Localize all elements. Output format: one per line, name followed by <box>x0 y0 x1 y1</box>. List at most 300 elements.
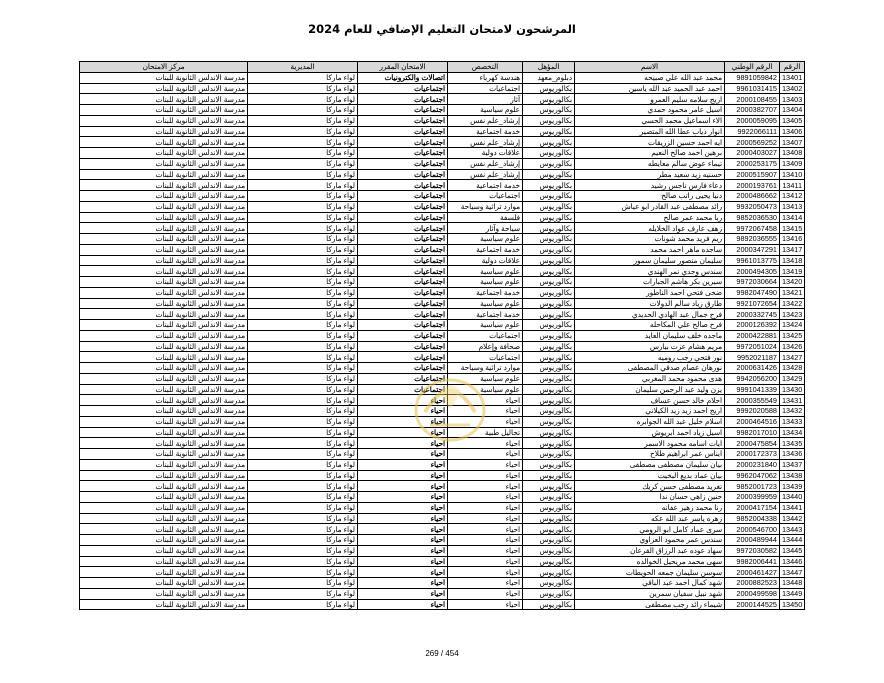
qualification-cell: بكالوريوس <box>523 320 575 331</box>
qualification-cell: بكالوريوس <box>523 373 575 384</box>
national-id-cell: 2000355549 <box>725 395 780 406</box>
exam-center-cell: مدرسة الاندلس الثانوية للبنات <box>80 277 248 288</box>
directorate-cell: لواء ماركا <box>248 191 358 202</box>
table-row <box>80 395 805 406</box>
directorate-cell: لواء ماركا <box>248 255 358 266</box>
specialty-cell: احياء <box>448 535 523 546</box>
qualification-cell: بكالوريوس <box>523 287 575 298</box>
directorate-cell: لواء ماركا <box>248 126 358 137</box>
row-number-cell: 13446 <box>780 556 805 567</box>
national-id-cell: 2000108455 <box>725 94 780 105</box>
qualification-cell: بكالوريوس <box>523 492 575 503</box>
specialty-cell: احياء <box>448 470 523 481</box>
table-row <box>80 180 805 191</box>
row-number-cell: 13409 <box>780 158 805 169</box>
specialty-cell: علوم سياسية <box>448 234 523 245</box>
table-row <box>80 126 805 137</box>
specialty-cell: علوم سياسية <box>448 384 523 395</box>
candidate-name-cell: ايناس عمر ابراهيم طلاح <box>575 449 725 460</box>
specialty-cell: علوم سياسية <box>448 266 523 277</box>
exam-subject-cell: اجتماعيات <box>358 320 448 331</box>
exam-subject-cell: احياء <box>358 492 448 503</box>
row-number-cell: 13433 <box>780 416 805 427</box>
exam-center-cell: مدرسة الاندلس الثانوية للبنات <box>80 83 248 94</box>
qualification-cell: بكالوريوس <box>523 169 575 180</box>
specialty-cell: احياء <box>448 567 523 578</box>
exam-subject-cell: اجتماعيات <box>358 234 448 245</box>
national-id-cell: 9972030664 <box>725 277 780 288</box>
national-id-cell: 2000382707 <box>725 105 780 116</box>
header-directorate: المديرية <box>248 62 358 73</box>
directorate-cell: لواء ماركا <box>248 373 358 384</box>
candidate-name-cell: محمد عبد الله علي صبيحه <box>575 72 725 83</box>
national-id-cell: 9961031415 <box>725 83 780 94</box>
qualification-cell: بكالوريوس <box>523 298 575 309</box>
page-title: المرشحون لامتحان التعليم الإضافي للعام 2024 <box>308 22 576 36</box>
exam-center-cell: مدرسة الاندلس الثانوية للبنات <box>80 567 248 578</box>
exam-subject-cell: اجتماعيات <box>358 363 448 374</box>
specialty-cell: احياء <box>448 578 523 589</box>
exam-center-cell: مدرسة الاندلس الثانوية للبنات <box>80 201 248 212</box>
exam-center-cell: مدرسة الاندلس الثانوية للبنات <box>80 524 248 535</box>
exam-subject-cell: اجتماعيات <box>358 352 448 363</box>
candidate-name-cell: ضحى فتحي احمد الناطور <box>575 287 725 298</box>
exam-center-cell: مدرسة الاندلس الثانوية للبنات <box>80 502 248 513</box>
national-id-cell: 9972067458 <box>725 223 780 234</box>
directorate-cell: لواء ماركا <box>248 449 358 460</box>
exam-subject-cell: اجتماعيات <box>358 223 448 234</box>
row-number-cell: 13434 <box>780 427 805 438</box>
table-row <box>80 191 805 202</box>
national-id-cell: 2000399959 <box>725 492 780 503</box>
qualification-cell: بكالوريوس <box>523 395 575 406</box>
row-number-cell: 13422 <box>780 298 805 309</box>
table-row <box>80 72 805 83</box>
specialty-cell: آثار <box>448 94 523 105</box>
qualification-cell: بكالوريوس <box>523 352 575 363</box>
exam-subject-cell: اجتماعيات <box>358 330 448 341</box>
candidate-name-cell: سندس عمر محمود العزاوي <box>575 535 725 546</box>
exam-subject-cell: اجتماعيات <box>358 191 448 202</box>
exam-subject-cell: اجتماعيات <box>358 373 448 384</box>
specialty-cell: إرشاد_علم نفس <box>448 169 523 180</box>
exam-subject-cell: اجتماعيات <box>358 158 448 169</box>
exam-center-cell: مدرسة الاندلس الثانوية للبنات <box>80 105 248 116</box>
table-row <box>80 524 805 535</box>
directorate-cell: لواء ماركا <box>248 470 358 481</box>
directorate-cell: لواء ماركا <box>248 406 358 417</box>
directorate-cell: لواء ماركا <box>248 459 358 470</box>
directorate-cell: لواء ماركا <box>248 158 358 169</box>
exam-center-cell: مدرسة الاندلس الثانوية للبنات <box>80 255 248 266</box>
candidate-name-cell: اسيل عامر محمود حمدي <box>575 105 725 116</box>
row-number-cell: 13402 <box>780 83 805 94</box>
exam-subject-cell: اتصالات والكترونيات <box>358 72 448 83</box>
table-row <box>80 137 805 148</box>
row-number-cell: 13403 <box>780 94 805 105</box>
national-id-cell: 9992020588 <box>725 406 780 417</box>
specialty-cell: اجتماعيات <box>448 352 523 363</box>
candidates-table <box>79 61 805 610</box>
specialty-cell: احياء <box>448 545 523 556</box>
qualification-cell: بكالوريوس <box>523 83 575 94</box>
table-row <box>80 427 805 438</box>
header-qualification: المؤهل <box>523 62 575 73</box>
exam-center-cell: مدرسة الاندلس الثانوية للبنات <box>80 298 248 309</box>
exam-center-cell: مدرسة الاندلس الثانوية للبنات <box>80 287 248 298</box>
directorate-cell: لواء ماركا <box>248 352 358 363</box>
page-number: 269 / 454 <box>425 649 459 658</box>
row-number-cell: 13411 <box>780 180 805 191</box>
national-id-cell: 9922066111 <box>725 126 780 137</box>
header-num: الرقم <box>780 62 805 73</box>
exam-center-cell: مدرسة الاندلس الثانوية للبنات <box>80 395 248 406</box>
specialty-cell: علاقات دولية <box>448 255 523 266</box>
national-id-cell: 9961013775 <box>725 255 780 266</box>
specialty-cell: علوم سياسية <box>448 105 523 116</box>
specialty-cell: احياء <box>448 492 523 503</box>
candidate-name-cell: ريم فريد محمد شونات <box>575 234 725 245</box>
directorate-cell: لواء ماركا <box>248 169 358 180</box>
exam-center-cell: مدرسة الاندلس الثانوية للبنات <box>80 427 248 438</box>
directorate-cell: لواء ماركا <box>248 223 358 234</box>
candidate-name-cell: انوار ذياب عطا الله المتصير <box>575 126 725 137</box>
row-number-cell: 13435 <box>780 438 805 449</box>
exam-center-cell: مدرسة الاندلس الثانوية للبنات <box>80 234 248 245</box>
table-row <box>80 212 805 223</box>
candidate-name-cell: تغريد مصطفى حسن كريك <box>575 481 725 492</box>
directorate-cell: لواء ماركا <box>248 94 358 105</box>
national-id-cell: 9891059842 <box>725 72 780 83</box>
directorate-cell: لواء ماركا <box>248 481 358 492</box>
header-national-id: الرقم الوطني <box>725 62 780 73</box>
exam-subject-cell: اجتماعيات <box>358 341 448 352</box>
exam-subject-cell: اجتماعيات <box>358 180 448 191</box>
table-row <box>80 513 805 524</box>
candidate-name-cell: ماجده خلف سليمان العايد <box>575 330 725 341</box>
exam-center-cell: مدرسة الاندلس الثانوية للبنات <box>80 191 248 202</box>
row-number-cell: 13410 <box>780 169 805 180</box>
exam-subject-cell: احياء <box>358 470 448 481</box>
directorate-cell: لواء ماركا <box>248 492 358 503</box>
qualification-cell: بكالوريوس <box>523 244 575 255</box>
exam-subject-cell: احياء <box>358 567 448 578</box>
national-id-cell: 9962047062 <box>725 470 780 481</box>
candidate-name-cell: بيان عماد بديع البخيت <box>575 470 725 481</box>
table-row <box>80 298 805 309</box>
qualification-cell: بكالوريوس <box>523 427 575 438</box>
exam-center-cell: مدرسة الاندلس الثانوية للبنات <box>80 406 248 417</box>
candidate-name-cell: دعاء فارس ناجس رشيد <box>575 180 725 191</box>
specialty-cell: علاقات دولية <box>448 148 523 159</box>
directorate-cell: لواء ماركا <box>248 105 358 116</box>
row-number-cell: 13416 <box>780 234 805 245</box>
candidate-name-cell: ايات اسامه محمود الاسمر <box>575 438 725 449</box>
table-row <box>80 201 805 212</box>
national-id-cell: 2000059095 <box>725 115 780 126</box>
table-row <box>80 277 805 288</box>
candidate-name-cell: دنيا يحيى راتب صالح <box>575 191 725 202</box>
specialty-cell: احياء <box>448 481 523 492</box>
qualification-cell: بكالوريوس <box>523 105 575 116</box>
table-row <box>80 83 805 94</box>
exam-subject-cell: احياء <box>358 502 448 513</box>
exam-subject-cell: اجتماعيات <box>358 105 448 116</box>
exam-center-cell: مدرسة الاندلس الثانوية للبنات <box>80 470 248 481</box>
candidate-name-cell: احلام خالد حسن عساف <box>575 395 725 406</box>
qualification-cell: بكالوريوس <box>523 416 575 427</box>
qualification-cell: بكالوريوس <box>523 406 575 417</box>
directorate-cell: لواء ماركا <box>248 115 358 126</box>
candidate-name-cell: تيماء عوض سالم معايطه <box>575 158 725 169</box>
candidate-name-cell: سوسن سليمان جمعه الحويطات <box>575 567 725 578</box>
row-number-cell: 13438 <box>780 470 805 481</box>
specialty-cell: تحاليل طبية <box>448 427 523 438</box>
qualification-cell: بكالوريوس <box>523 234 575 245</box>
row-number-cell: 13401 <box>780 72 805 83</box>
directorate-cell: لواء ماركا <box>248 341 358 352</box>
header-exam: الامتحان المقرر <box>358 62 448 73</box>
row-number-cell: 13449 <box>780 588 805 599</box>
exam-center-cell: مدرسة الاندلس الثانوية للبنات <box>80 384 248 395</box>
row-number-cell: 13415 <box>780 223 805 234</box>
row-number-cell: 13424 <box>780 320 805 331</box>
qualification-cell: بكالوريوس <box>523 341 575 352</box>
candidate-name-cell: الاء اسماعيل محمد الحسي <box>575 115 725 126</box>
exam-subject-cell: احياء <box>358 524 448 535</box>
specialty-cell: احياء <box>448 395 523 406</box>
exam-subject-cell: اجتماعيات <box>358 384 448 395</box>
specialty-cell: إرشاد_علم نفس <box>448 115 523 126</box>
exam-center-cell: مدرسة الاندلس الثانوية للبنات <box>80 320 248 331</box>
specialty-cell: إرشاد_علم نفس <box>448 158 523 169</box>
row-number-cell: 13413 <box>780 201 805 212</box>
row-number-cell: 13414 <box>780 212 805 223</box>
qualification-cell: بكالوريوس <box>523 599 575 610</box>
national-id-cell: 2000144525 <box>725 599 780 610</box>
directorate-cell: لواء ماركا <box>248 363 358 374</box>
exam-center-cell: مدرسة الاندلس الثانوية للبنات <box>80 588 248 599</box>
exam-subject-cell: احياء <box>358 449 448 460</box>
row-number-cell: 13432 <box>780 406 805 417</box>
national-id-cell: 2000231840 <box>725 459 780 470</box>
exam-subject-cell: احياء <box>358 535 448 546</box>
national-id-cell: 9952021187 <box>725 352 780 363</box>
specialty-cell: احياء <box>448 588 523 599</box>
exam-center-cell: مدرسة الاندلس الثانوية للبنات <box>80 459 248 470</box>
row-number-cell: 13417 <box>780 244 805 255</box>
exam-center-cell: مدرسة الاندلس الثانوية للبنات <box>80 223 248 234</box>
specialty-cell: اجتماعيات <box>448 191 523 202</box>
specialty-cell: علوم سياسية <box>448 298 523 309</box>
directorate-cell: لواء ماركا <box>248 556 358 567</box>
directorate-cell: لواء ماركا <box>248 384 358 395</box>
candidate-name-cell: رائد مصطفى عبد القادر ابو عياش <box>575 201 725 212</box>
table-row <box>80 255 805 266</box>
exam-subject-cell: احياء <box>358 545 448 556</box>
directorate-cell: لواء ماركا <box>248 234 358 245</box>
directorate-cell: لواء ماركا <box>248 395 358 406</box>
qualification-cell: بكالوريوس <box>523 524 575 535</box>
table-row <box>80 94 805 105</box>
row-number-cell: 13425 <box>780 330 805 341</box>
national-id-cell: 9852001723 <box>725 481 780 492</box>
exam-subject-cell: احياء <box>358 556 448 567</box>
exam-subject-cell: اجتماعيات <box>358 126 448 137</box>
qualification-cell: بكالوريوس <box>523 137 575 148</box>
qualification-cell: بكالوريوس <box>523 277 575 288</box>
national-id-cell: 2000403027 <box>725 148 780 159</box>
exam-center-cell: مدرسة الاندلس الثانوية للبنات <box>80 330 248 341</box>
row-number-cell: 13408 <box>780 148 805 159</box>
qualification-cell: بكالوريوس <box>523 255 575 266</box>
directorate-cell: لواء ماركا <box>248 427 358 438</box>
candidate-name-cell: نور فتحي رجب روميه <box>575 352 725 363</box>
candidate-name-cell: نورهان عصام صدقي المصطفى <box>575 363 725 374</box>
national-id-cell: 9892036555 <box>725 234 780 245</box>
table-row <box>80 287 805 298</box>
row-number-cell: 13407 <box>780 137 805 148</box>
specialty-cell: صحافة وإعلام <box>448 341 523 352</box>
specialty-cell: احياء <box>448 438 523 449</box>
exam-center-cell: مدرسة الاندلس الثانوية للبنات <box>80 438 248 449</box>
exam-center-cell: مدرسة الاندلس الثانوية للبنات <box>80 126 248 137</box>
row-number-cell: 13426 <box>780 341 805 352</box>
table-row <box>80 373 805 384</box>
candidate-name-cell: شهد كمال احمد عبد الباقي <box>575 578 725 589</box>
table-row <box>80 105 805 116</box>
candidate-name-cell: حسنيه زيد سعيد مطر <box>575 169 725 180</box>
national-id-cell: 9982006441 <box>725 556 780 567</box>
qualification-cell: بكالوريوس <box>523 481 575 492</box>
exam-center-cell: مدرسة الاندلس الثانوية للبنات <box>80 266 248 277</box>
qualification-cell: بكالوريوس <box>523 180 575 191</box>
row-number-cell: 13448 <box>780 578 805 589</box>
national-id-cell: 2000515907 <box>725 169 780 180</box>
table-row <box>80 449 805 460</box>
table-row <box>80 492 805 503</box>
qualification-cell: بكالوريوس <box>523 449 575 460</box>
table-row <box>80 309 805 320</box>
candidate-name-cell: هدى محمود محمد المغربي <box>575 373 725 384</box>
candidate-name-cell: شيماء رائد رجب مصطفى <box>575 599 725 610</box>
national-id-cell: 2000499598 <box>725 588 780 599</box>
qualification-cell: بكالوريوس <box>523 588 575 599</box>
exam-center-cell: مدرسة الاندلس الثانوية للبنات <box>80 169 248 180</box>
national-id-cell: 2000332745 <box>725 309 780 320</box>
directorate-cell: لواء ماركا <box>248 137 358 148</box>
specialty-cell: احياء <box>448 502 523 513</box>
national-id-cell: 2000569252 <box>725 137 780 148</box>
specialty-cell: خدمة اجتماعية <box>448 126 523 137</box>
candidate-name-cell: ساجده ماهر احمد محمد <box>575 244 725 255</box>
candidate-name-cell: مريم هشام عزت بيارس <box>575 341 725 352</box>
national-id-cell: 9932050473 <box>725 201 780 212</box>
candidate-name-cell: شهد نبيل سفيان سمرين <box>575 588 725 599</box>
exam-subject-cell: احياء <box>358 406 448 417</box>
exam-subject-cell: اجتماعيات <box>358 94 448 105</box>
national-id-cell: 2000546700 <box>725 524 780 535</box>
national-id-cell: 9982017010 <box>725 427 780 438</box>
directorate-cell: لواء ماركا <box>248 287 358 298</box>
exam-subject-cell: احياء <box>358 438 448 449</box>
exam-center-cell: مدرسة الاندلس الثانوية للبنات <box>80 341 248 352</box>
table-row <box>80 244 805 255</box>
header-specialty: التخصص <box>448 62 523 73</box>
table-row <box>80 406 805 417</box>
national-id-cell: 9852004338 <box>725 513 780 524</box>
exam-center-cell: مدرسة الاندلس الثانوية للبنات <box>80 72 248 83</box>
candidate-name-cell: سرى عماد كامل ابو الرومي <box>575 524 725 535</box>
exam-subject-cell: اجتماعيات <box>358 287 448 298</box>
national-id-cell: 2000253175 <box>725 158 780 169</box>
specialty-cell: خدمة اجتماعية <box>448 244 523 255</box>
row-number-cell: 13443 <box>780 524 805 535</box>
specialty-cell: علوم سياسية <box>448 320 523 331</box>
exam-center-cell: مدرسة الاندلس الثانوية للبنات <box>80 363 248 374</box>
exam-center-cell: مدرسة الاندلس الثانوية للبنات <box>80 309 248 320</box>
candidate-name-cell: اسيل زياد احمد ابريوش <box>575 427 725 438</box>
candidate-name-cell: سليمان منصور سليمان سمور <box>575 255 725 266</box>
specialty-cell: علوم سياسية <box>448 373 523 384</box>
candidate-name-cell: احمد عبد الحميد عبد الله ياسين <box>575 83 725 94</box>
exam-subject-cell: احياء <box>358 513 448 524</box>
specialty-cell: خدمة اجتماعية <box>448 180 523 191</box>
row-number-cell: 13437 <box>780 459 805 470</box>
table-row <box>80 341 805 352</box>
specialty-cell: احياء <box>448 459 523 470</box>
exam-center-cell: مدرسة الاندلس الثانوية للبنات <box>80 244 248 255</box>
row-number-cell: 13440 <box>780 492 805 503</box>
specialty-cell: احياء <box>448 524 523 535</box>
directorate-cell: لواء ماركا <box>248 567 358 578</box>
candidate-name-cell: حنين زاهي حسان ندا <box>575 492 725 503</box>
table-header-row <box>80 62 805 73</box>
national-id-cell: 9982047490 <box>725 287 780 298</box>
specialty-cell: احياء <box>448 449 523 460</box>
specialty-cell: اجتماعيات <box>448 330 523 341</box>
candidate-name-cell: طارق زياد سالم الدولات <box>575 298 725 309</box>
table-body <box>80 72 805 610</box>
directorate-cell: لواء ماركا <box>248 578 358 589</box>
exam-subject-cell: اجتماعيات <box>358 148 448 159</box>
specialty-cell: خدمة اجتماعية <box>448 287 523 298</box>
national-id-cell: 9852036530 <box>725 212 780 223</box>
qualification-cell: بكالوريوس <box>523 330 575 341</box>
exam-subject-cell: اجتماعيات <box>358 277 448 288</box>
national-id-cell: 2000347291 <box>725 244 780 255</box>
exam-center-cell: مدرسة الاندلس الثانوية للبنات <box>80 212 248 223</box>
qualification-cell: بكالوريوس <box>523 567 575 578</box>
directorate-cell: لواء ماركا <box>248 83 358 94</box>
exam-subject-cell: اجتماعيات <box>358 169 448 180</box>
table-row <box>80 481 805 492</box>
candidate-name-cell: زهف عارف عواد الخلايله <box>575 223 725 234</box>
candidate-name-cell: سهى محمد مريحيل الخوالده <box>575 556 725 567</box>
row-number-cell: 13420 <box>780 277 805 288</box>
exam-center-cell: مدرسة الاندلس الثانوية للبنات <box>80 94 248 105</box>
candidate-name-cell: بيان سليمان مصطفى مصطفى <box>575 459 725 470</box>
row-number-cell: 13405 <box>780 115 805 126</box>
exam-subject-cell: احياء <box>358 459 448 470</box>
exam-center-cell: مدرسة الاندلس الثانوية للبنات <box>80 352 248 363</box>
table-row <box>80 599 805 610</box>
table-row <box>80 266 805 277</box>
directorate-cell: لواء ماركا <box>248 266 358 277</box>
directorate-cell: لواء ماركا <box>248 502 358 513</box>
qualification-cell: بكالوريوس <box>523 201 575 212</box>
qualification-cell: بكالوريوس <box>523 470 575 481</box>
